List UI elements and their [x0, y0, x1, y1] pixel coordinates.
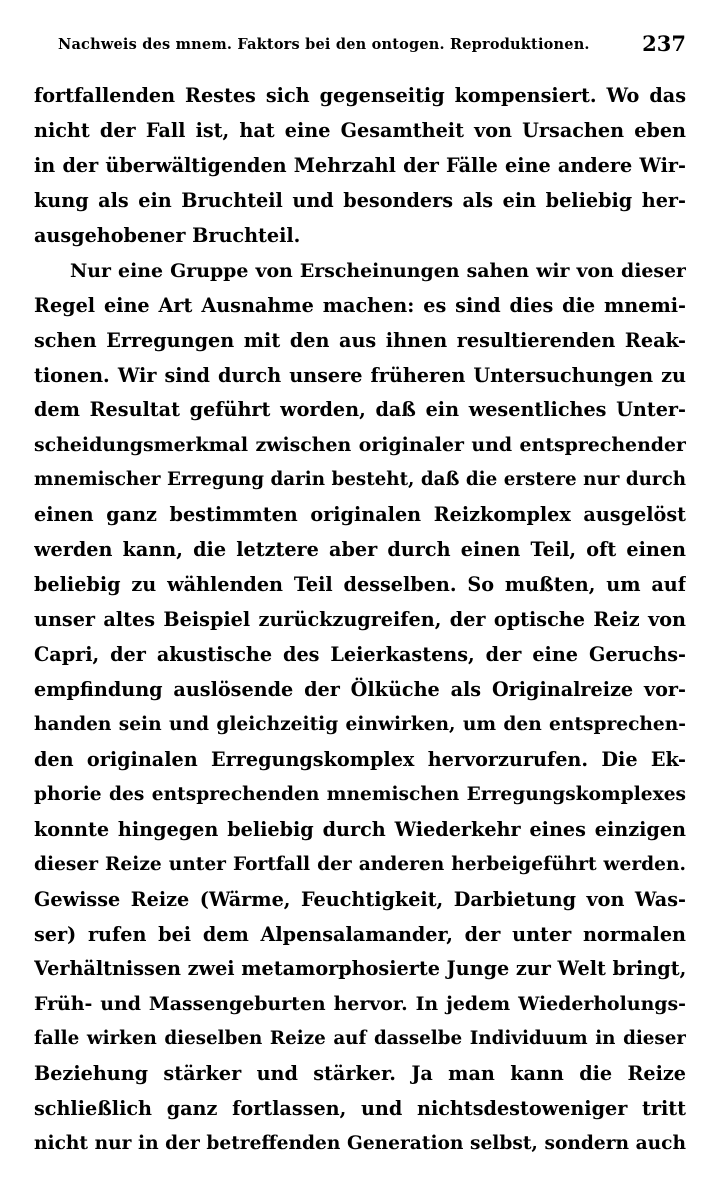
- text-line: konnte hingegen beliebig durch Wiederkehr eines einzigen: [34, 817, 686, 841]
- text-line: schließlich ganz fortlassen, und nichtsdestoweniger tritt: [34, 1097, 686, 1121]
- text-line: ausgehobener Bruchteil.: [34, 223, 301, 247]
- text-line: Nur eine Gruppe von Erscheinungen sahen wir von dieser: [70, 259, 686, 282]
- text-line: phorie des entsprechenden mnemischen Erregungskomplexes: [34, 783, 686, 805]
- text-line: schen Erregungen mit den aus ihnen resultierenden Reak-: [34, 328, 686, 352]
- text-line: mnemischer Erregung darin besteht, daß die erstere nur durch: [34, 469, 686, 491]
- text-line: werden kann, die letztere aber durch einen Teil, oft einen: [34, 538, 686, 562]
- running-title: Nachweis des mnem. Faktors bei den ontogen. Reproduktionen.: [58, 36, 590, 53]
- text-line: fortfallenden Restes sich gegenseitig kompensiert. Wo das: [34, 84, 686, 107]
- text-line: in der überwältigenden Mehrzahl der Fälle eine andere Wir-: [34, 153, 686, 177]
- text-line: Regel eine Art Ausnahme machen: es sind dies die mnemi-: [34, 293, 686, 317]
- text-line: dieser Reize unter Fortfall der anderen herbeigeführt werden.: [34, 853, 686, 875]
- text-line: einen ganz bestimmten originalen Reizkomplex ausgelöst: [34, 503, 686, 527]
- text-line: dem Resultat geführt worden, daß ein wesentliches Unter-: [34, 398, 686, 422]
- text-line: Gewisse Reize (Wärme, Feuchtigkeit, Darbietung von Was-: [34, 887, 686, 911]
- text-line: nicht nur in der betreffenden Generation selbst, sondern auch: [34, 1133, 686, 1155]
- text-line: Verhältnissen zwei metamorphosierte Junge zur Welt bringt,: [34, 957, 686, 981]
- text-line: scheidungsmerkmal zwischen originaler und entsprechender: [34, 434, 686, 457]
- text-line: unser altes Beispiel zurückzugreifen, der optische Reiz von: [34, 608, 686, 632]
- text-line: empfindung auslösende der Ölküche als Originalreize vor-: [34, 677, 686, 701]
- text-line: handen sein und gleichzeitig einwirken, um den entsprechen-: [34, 713, 686, 735]
- text-line: den originalen Erregungskomplex hervorzurufen. Die Ek-: [34, 747, 686, 771]
- text-line: ser) rufen bei dem Alpensalamander, der unter normalen: [34, 922, 686, 946]
- page-number: 237: [642, 31, 686, 56]
- text-line: tionen. Wir sind durch unsere früheren Untersuchungen zu: [34, 363, 686, 387]
- text-line: Früh- und Massengeburten hervor. In jedem Wiederholungs-: [34, 993, 686, 1016]
- text-line: Beziehung stärker und stärker. Ja man kann die Reize: [34, 1062, 686, 1086]
- body-text: [34, 79, 686, 1162]
- text-line: beliebig zu wählenden Teil desselben. So mußten, um auf: [34, 573, 686, 597]
- text-line: nicht der Fall ist, hat eine Gesamtheit von Ursachen eben: [34, 118, 686, 142]
- text-line: kung als ein Bruchteil und besonders als ein beliebig her-: [34, 188, 686, 212]
- text-line: falle wirken dieselben Reize auf dasselbe Individuum in dieser: [34, 1028, 686, 1050]
- running-head: [58, 28, 686, 62]
- text-line: Capri, der akustische des Leierkastens, der eine Geruchs-: [34, 643, 686, 666]
